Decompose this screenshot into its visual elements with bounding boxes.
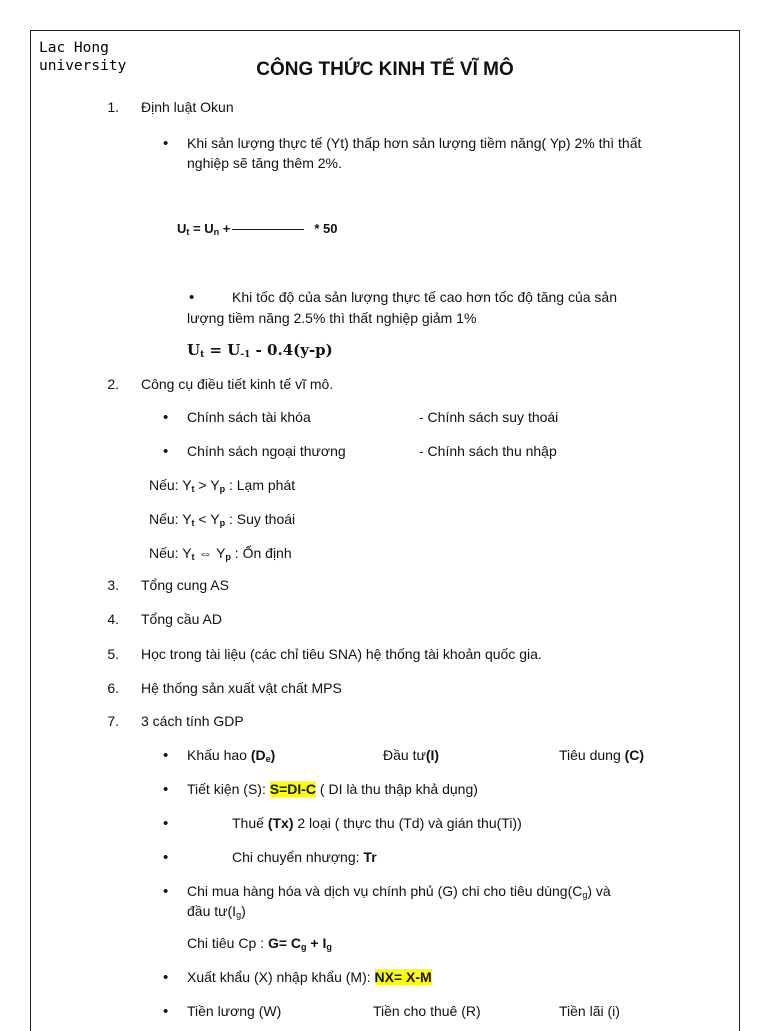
policy-recession: - Chính sách suy thoái	[419, 409, 559, 425]
item-macro-tools: Công cụ điều tiết kinh tế vĩ mô.	[141, 376, 334, 392]
bullet	[163, 883, 168, 900]
fraction-line	[232, 229, 304, 230]
gdp-depreciation: Khấu hao $(D_e)$	[187, 747, 276, 764]
condition-inflation: Nếu: $Y_t > Y_p$ : Lạm phát	[149, 477, 296, 494]
item-aggregate-supply: Tổng cung AS	[141, 577, 229, 593]
income-rent: Tiền cho thuê (R)	[373, 1003, 481, 1019]
bullet	[163, 781, 168, 798]
bullet	[189, 289, 194, 306]
bullet	[163, 409, 168, 426]
okun-bullet-2-line1: Khi tốc độ của sản lượng thực tế cao hơn tốc độ tăng của sản	[232, 289, 618, 305]
gdp-tax: Thuế (Tx) 2 loại ( thực thu (Td) và gián thu(Ti))	[232, 815, 522, 831]
item-mps: Hệ thống sản xuất vật chất MPS	[141, 680, 342, 696]
policy-fiscal: Chính sách tài khóa	[187, 409, 311, 425]
net-exports-highlight: NX= X-M	[374, 969, 432, 985]
bullet	[163, 747, 168, 764]
item-number-3: 3.	[107, 577, 119, 593]
okun-bullet-1-line2: nghiệp sẽ tăng thêm 2%.	[187, 155, 342, 171]
university-name-line2: university	[39, 58, 127, 74]
condition-recession: Nếu: $Y_t < Y_p$ : Suy thoái	[149, 511, 296, 528]
savings-formula-highlight: S=DI-C	[269, 781, 317, 797]
university-name-line1: Lac Hong	[39, 40, 109, 56]
item-number-1: 1.	[107, 99, 119, 115]
income-interest: Tiền lãi (i)	[559, 1003, 620, 1019]
gdp-investment: Đầu tư(I)	[383, 747, 440, 763]
document-page	[30, 30, 740, 1031]
bullet	[163, 443, 168, 460]
condition-stable: Nếu: $Y_t$ ⇔ $Y_p$ : Ổn định	[149, 545, 292, 562]
government-spending-formula: Chi tiêu Cp : $G= C_g + I_g$	[187, 935, 332, 952]
okun-bullet-1-line1: Khi sản lượng thực tế (Yt) thấp hơn sản lượng tiềm năng( Yp) 2% thì thất	[187, 135, 642, 151]
item-gdp-methods: 3 cách tính GDP	[141, 713, 244, 729]
gdp-savings: Tiết kiện (S): S=DI-C ( DI là thu thập khả dụng)	[187, 781, 478, 797]
item-okun-law: Định luật Okun	[141, 99, 234, 115]
policy-income: - Chính sách thu nhập	[419, 443, 557, 459]
okun-bullet-2-line2: lượng tiềm năng 2.5% thì thất nghiệp giảm 1%	[187, 310, 477, 326]
gdp-net-exports: Xuất khẩu (X) nhập khẩu (M): NX= X-M	[187, 969, 432, 985]
bullet	[163, 849, 168, 866]
okun-formula-2: $U_t = U_{-1} - 0.4(y-p)$	[187, 341, 333, 360]
gdp-government-spending-line1: Chi mua hàng hóa và dịch vụ chính phủ (G) chi cho tiêu $dùng(C_g)$ và	[187, 883, 611, 900]
item-number-7: 7.	[107, 713, 119, 729]
item-number-2: 2.	[107, 376, 119, 392]
policy-foreign-trade: Chính sách ngoại thương	[187, 443, 346, 459]
gdp-transfer: Chi chuyển nhượng: Tr	[232, 849, 377, 865]
item-sna: Học trong tài liệu (các chỉ tiêu SNA) hệ thống tài khoản quốc gia.	[141, 646, 542, 662]
gdp-government-spending-line2: đầu $tư(I_g)$	[187, 903, 246, 920]
item-aggregate-demand: Tổng cầu AD	[141, 611, 222, 627]
page-title: CÔNG THỨC KINH TẾ VĨ MÔ	[256, 59, 514, 80]
item-number-5: 5.	[107, 646, 119, 662]
item-number-6: 6.	[107, 680, 119, 696]
gdp-consumption: Tiêu dung (C)	[559, 747, 645, 763]
income-wages: Tiền lương (W)	[187, 1003, 282, 1019]
bullet	[163, 135, 168, 152]
okun-formula-1: $U_t = U_n$ + * 50	[177, 221, 338, 237]
bullet	[163, 815, 168, 832]
bullet	[163, 1003, 168, 1020]
bullet	[163, 969, 168, 986]
item-number-4: 4.	[107, 611, 119, 627]
